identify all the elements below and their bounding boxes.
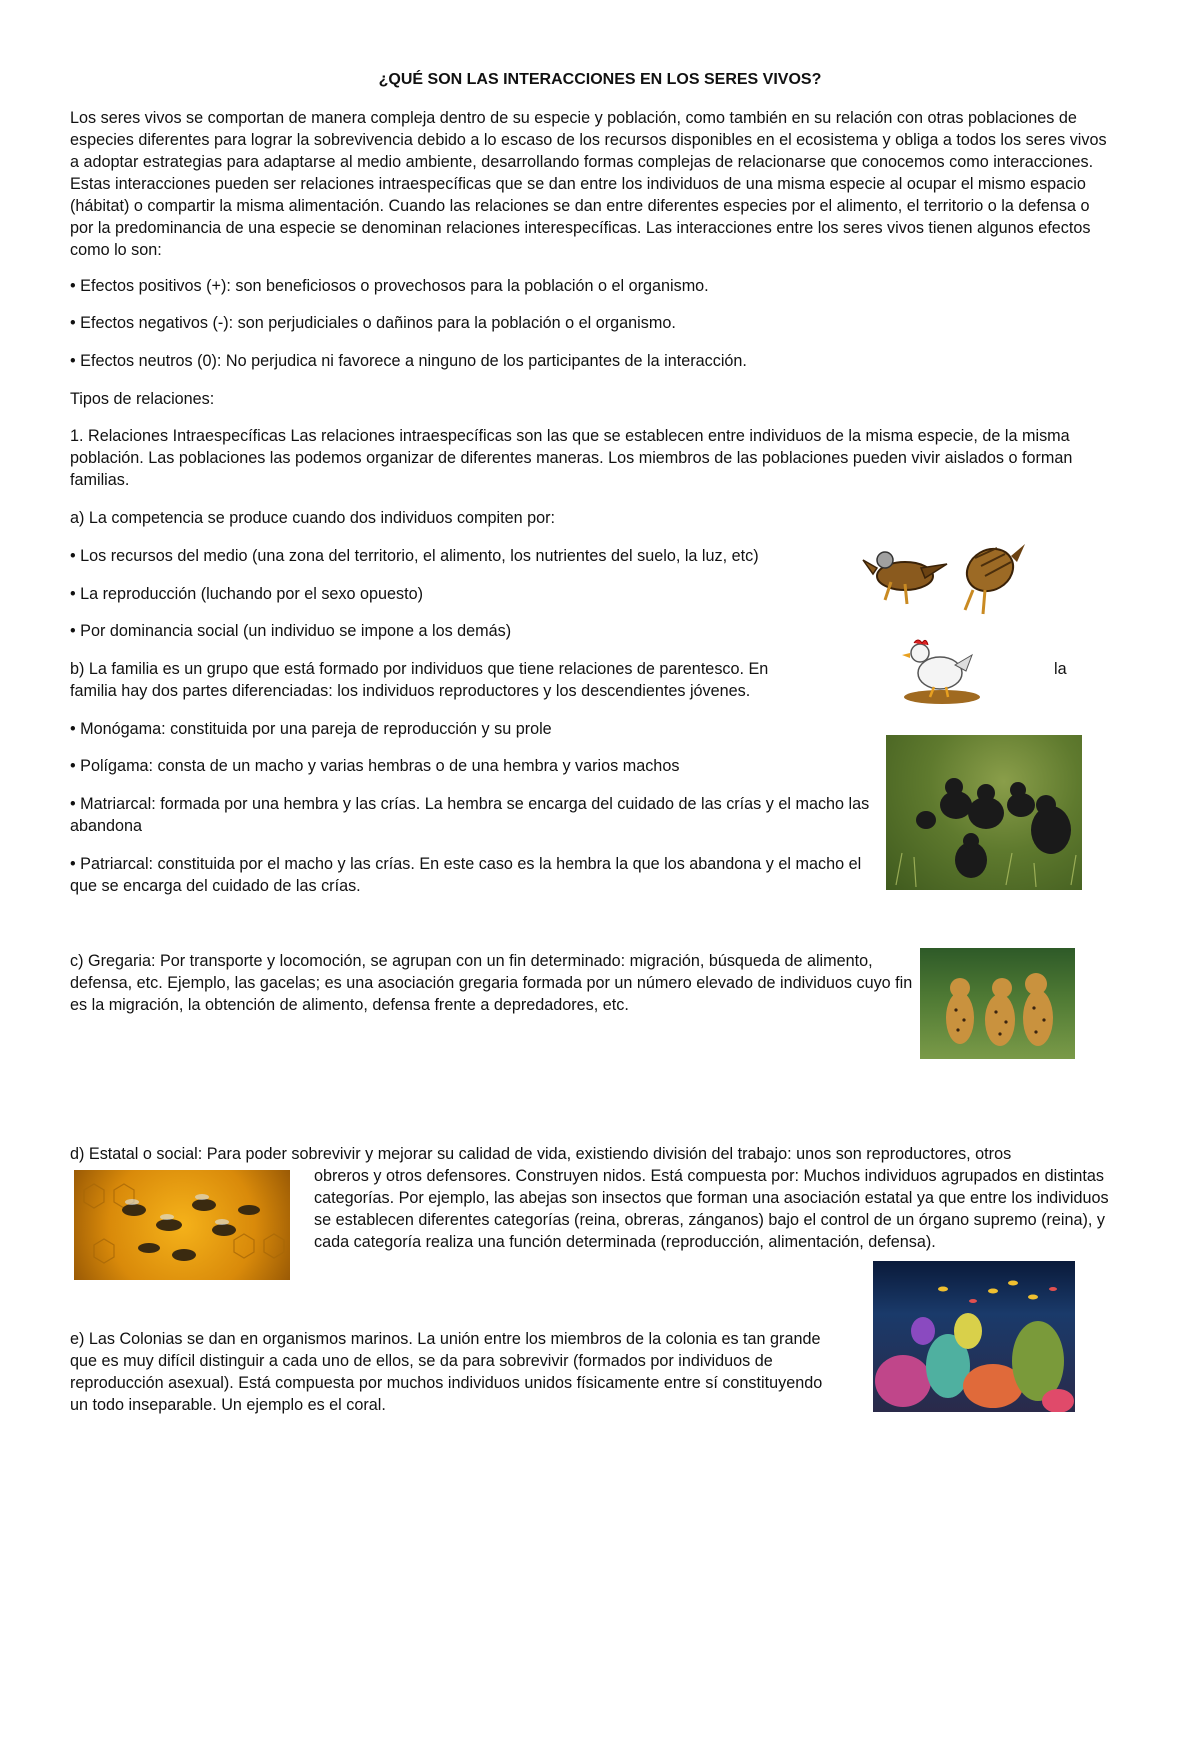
intro-paragraph: Los seres vivos se comportan de manera compleja dentro de su especie y población, como también en su relación con otras poblaciones de especies diferentes para lograr la sobrevivencia debido a lo escaso de los recursos disponibles en el ecosistema y obliga a todos los seres vivos a adoptar estrategias para adaptarse al medio ambiente, desarrollando formas complejas de relacionarse que conocemos como interacciones. Estas interacciones pueden ser relaciones intraespecíficas que se dan entre los individuos de una misma especie al ocupar el mismo espacio (hábitat) o compartir la misma alimentación. Cuando las relaciones se dan entre diferentes especies por el alimento, el territorio o la defensa o por la predominancia de una especie se denominan relaciones interespecíficas. Las interacciones entre los seres vivos tienen algunos efectos como lo son:: [70, 109, 1107, 259]
gregaria-paragraph: c) Gregaria: Por transporte y locomoción, se agrupan con un fin determinado: migración, búsqueda de alimento, defensa, etc. Ejemplo, las gacelas; es una asociación gregaria formada por un número elevado de individuos cuyo fin es la migración, la obtención de alimento, defensa frente a depredadores, etc.: [70, 952, 913, 1014]
competition-item: • Por dominancia social (un individuo se impone a los demás): [70, 622, 512, 640]
competition-heading: a) La competencia se produce cuando dos individuos compiten por:: [70, 509, 556, 527]
effect-neutral: • Efectos neutros (0): No perjudica ni favorece a ninguno de los participantes de la interacción.: [70, 352, 747, 370]
competition-item: • La reproducción (luchando por el sexo opuesto): [70, 585, 424, 603]
bird-left-icon: [863, 552, 947, 604]
page-title: ¿QUÉ SON LAS INTERACCIONES EN LOS SERES VIVOS?: [378, 71, 822, 88]
family-type-poligama: • Polígama: consta de un macho y varias hembras o de una hembra y varios machos: [70, 757, 680, 775]
rooster-illustration: [900, 635, 985, 705]
family-line-1-end: la: [1054, 660, 1067, 678]
competition-item: • Los recursos del medio (una zona del territorio, el alimento, los nutrientes del suelo, la luz, etc): [70, 547, 759, 565]
family-type-monogama: • Monógama: constituida por una pareja de reproducción y su prole: [70, 720, 552, 738]
cheetahs-photo: [920, 948, 1075, 1059]
effect-positive: • Efectos positivos (+): son beneficiosos o provechosos para la población o el organismo.: [70, 277, 709, 295]
family-line-1: b) La familia es un grupo que está formado por individuos que tiene relaciones de parentesco. En: [70, 660, 769, 678]
effect-negative: • Efectos negativos (-): son perjudiciales o dañinos para la población o el organismo.: [70, 314, 676, 332]
fighting-birds-illustration: [855, 538, 1040, 620]
family-line-2: familia hay dos partes diferenciadas: los individuos reproductores y los descendientes jóvenes.: [70, 682, 751, 700]
coral-reef-photo: [873, 1261, 1075, 1412]
estatal-line-1: d) Estatal o social: Para poder sobrevivir y mejorar su calidad de vida, existiendo división del trabajo: unos son reproductores, otros: [70, 1145, 1012, 1163]
types-heading: Tipos de relaciones:: [70, 390, 215, 408]
family-type-matriarcal: • Matriarcal: formada por una hembra y las crías. La hembra se encarga del cuidado de las crías y el macho las abandona: [70, 795, 870, 835]
colonias-paragraph: e) Las Colonias se dan en organismos marinos. La unión entre los miembros de la colonia es tan grande que es muy difícil distinguir a cada uno de ellos, se da para sobrevivir (formados por individuos de reproducción asexual). Está compuesta por muchos individuos unidos físicamente entre sí constituyendo un todo inseparable. Un ejemplo es el coral.: [70, 1330, 823, 1414]
bees-honeycomb-photo: [74, 1170, 290, 1280]
gorillas-photo: [886, 735, 1082, 890]
family-type-patriarcal: • Patriarcal: constituida por el macho y las crías. En este caso es la hembra la que los abandona y el macho el que se encarga del cuidado de las crías.: [70, 855, 862, 895]
estatal-paragraph: obreros y otros defensores. Construyen nidos. Está compuesta por: Muchos individuos agrupados en distintas categorías. Por ejemplo, las abejas son insectos que forman una asociación estatal ya que entre los individuos se establecen diferentes categorías (reina, obreras, zánganos) bajo el control de un órgano supremo (reina), y cada categoría realiza una función determinada (reproducción, alimentación, defensa).: [314, 1167, 1109, 1251]
intra-paragraph: 1. Relaciones Intraespecíficas Las relaciones intraespecíficas son las que se establecen entre individuos de la misma especie, de la misma población. Las poblaciones las podemos organizar de diferentes maneras. Los miembros de las poblaciones pueden vivir aislados o forman familias.: [70, 427, 1073, 489]
bird-right-icon: [959, 541, 1025, 614]
